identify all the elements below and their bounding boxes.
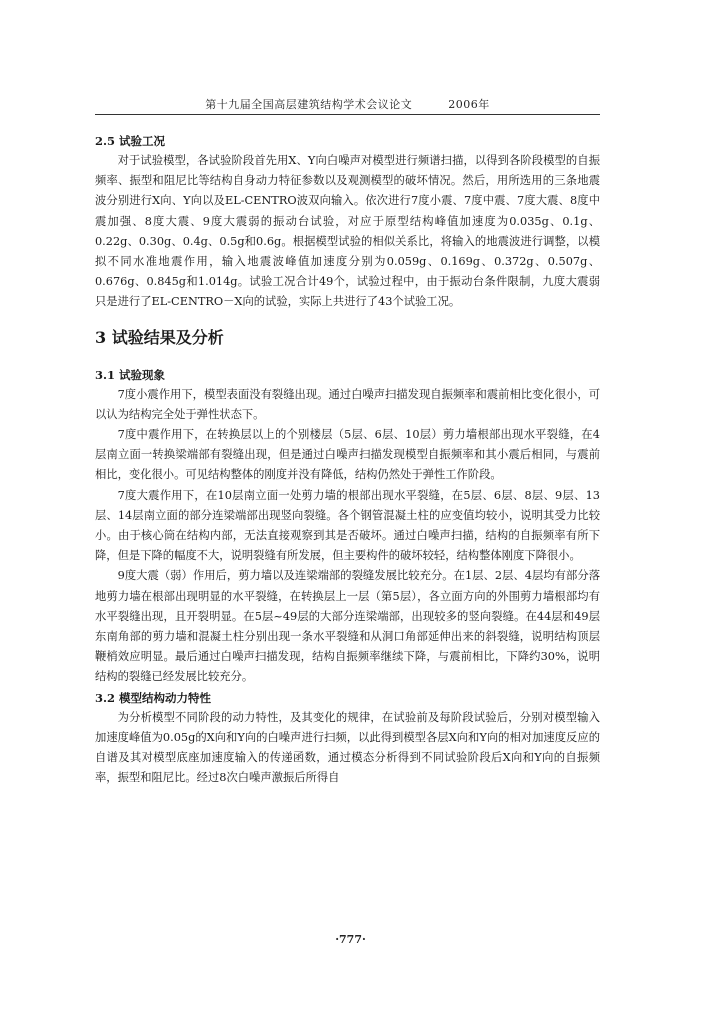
header-rule — [95, 114, 600, 115]
paragraph: 7度大震作用下，在10层南立面一处剪力墙的根部出现水平裂缝，在5层、6层、8层、9层、13层、14层南立面的部分连梁端部出现竖向裂缝。各个钢管混凝土柱的应变值均较小，说明其受力比较小。由于核心筒在结构内部，无法直接观察到其是否破坏。通过白噪声扫描，结构的自振频率有所下降，但是下降的幅度不大，说明裂缝有所发展，但主要构件的破坏较轻，结构整体刚度下降很小。 — [95, 488, 600, 563]
heading-3: 3 试验结果及分析 — [95, 327, 224, 347]
page-number: ·777· — [335, 933, 366, 946]
body-content — [95, 131, 600, 788]
header-year: 2006年 — [448, 98, 490, 111]
paragraph: 7度小震作用下，模型表面没有裂缝出现。通过白噪声扫描发现自振频率和震前相比变化很小，可以认为结构完全处于弹性状态下。 — [95, 387, 600, 421]
heading-3-1: 3.1 试验现象 — [95, 367, 166, 382]
heading-3-2: 3.2 模型结构动力特性 — [95, 690, 212, 705]
running-header — [95, 96, 600, 112]
paragraph: 对于试验模型，各试验阶段首先用X、Y向白噪声对模型进行频谱扫描，以得到各阶段模型的自振频率、振型和阻尼比等结构自身动力特征参数以及观测模型的破坏情况。然后，用所选用的三条地震波分别进行X向、Y向以及EL-CENTRO波双向输入。依次进行7度小震、7度中震、7度大震、8度中震加强、8度大震、9度大震弱的振动台试验，对应于原型结构峰值加速度为0.035g、0.1g、0.22g、0.30g、0.4g、0.5g和0.6g。根据模型试验的相似关系比，将输入的地震波进行调整，以模拟不同水准地震作用，输入地震波峰值加速度分别为0.059g、0.169g、0.372g、0.507g、0.676g、0.845g和1.014g。试验工况合计49个，试验过程中，由于振动台条件限制，九度大震弱只是进行了EL-CENTRO－X向的试验，实际上共进行了43个试验工况。 — [95, 154, 600, 309]
conference-title: 第十九届全国高层建筑结构学术会议论文 — [205, 98, 413, 111]
heading-2-5: 2.5 试验工况 — [95, 134, 166, 148]
paragraph: 9度大震（弱）作用后，剪力墙以及连梁端部的裂缝发展比较充分。在1层、2层、4层均有部分落地剪力墙在根部出现明显的水平裂缝，在转换层上一层（第5层），各立面方向的外围剪力墙根部均有水平裂缝出现，且开裂明显。在5层~49层的大部分连梁端部，出现较多的竖向裂缝。在44层和49层东南角部的剪力墙和混凝土柱分别出现一条水平裂缝和从洞口角部延伸出来的斜裂缝，说明结构顶层鞭梢效应明显。最后通过白噪声扫描发现，结构自振频率继续下降，与震前相比，下降约30%，说明结构的裂缝已经发展比较充分。 — [95, 569, 600, 684]
paragraph: 为分析模型不同阶段的动力特性，及其变化的规律，在试验前及每阶段试验后，分别对模型输入加速度峰值为0.05g的X向和Y向的白噪声进行扫频，以此得到模型各层X向和Y向的相对加速度反应的自谱及其对模型底座加速度输入的传递函数，通过模态分析得到不同试验阶段后X向和Y向的自振频率，振型和阻尼比。经过8次白噪声激振后所得自 — [95, 710, 600, 785]
paragraph: 7度中震作用下，在转换层以上的个别楼层（5层、6层、10层）剪力墙根部出现水平裂缝，在4层南立面一转换梁端部有裂缝出现，但是通过白噪声扫描发现模型自振频率和其小震后相同，与震前相比，变化很小。可见结构整体的刚度并没有降低，结构仍然处于弹性工作阶段。 — [95, 428, 600, 482]
